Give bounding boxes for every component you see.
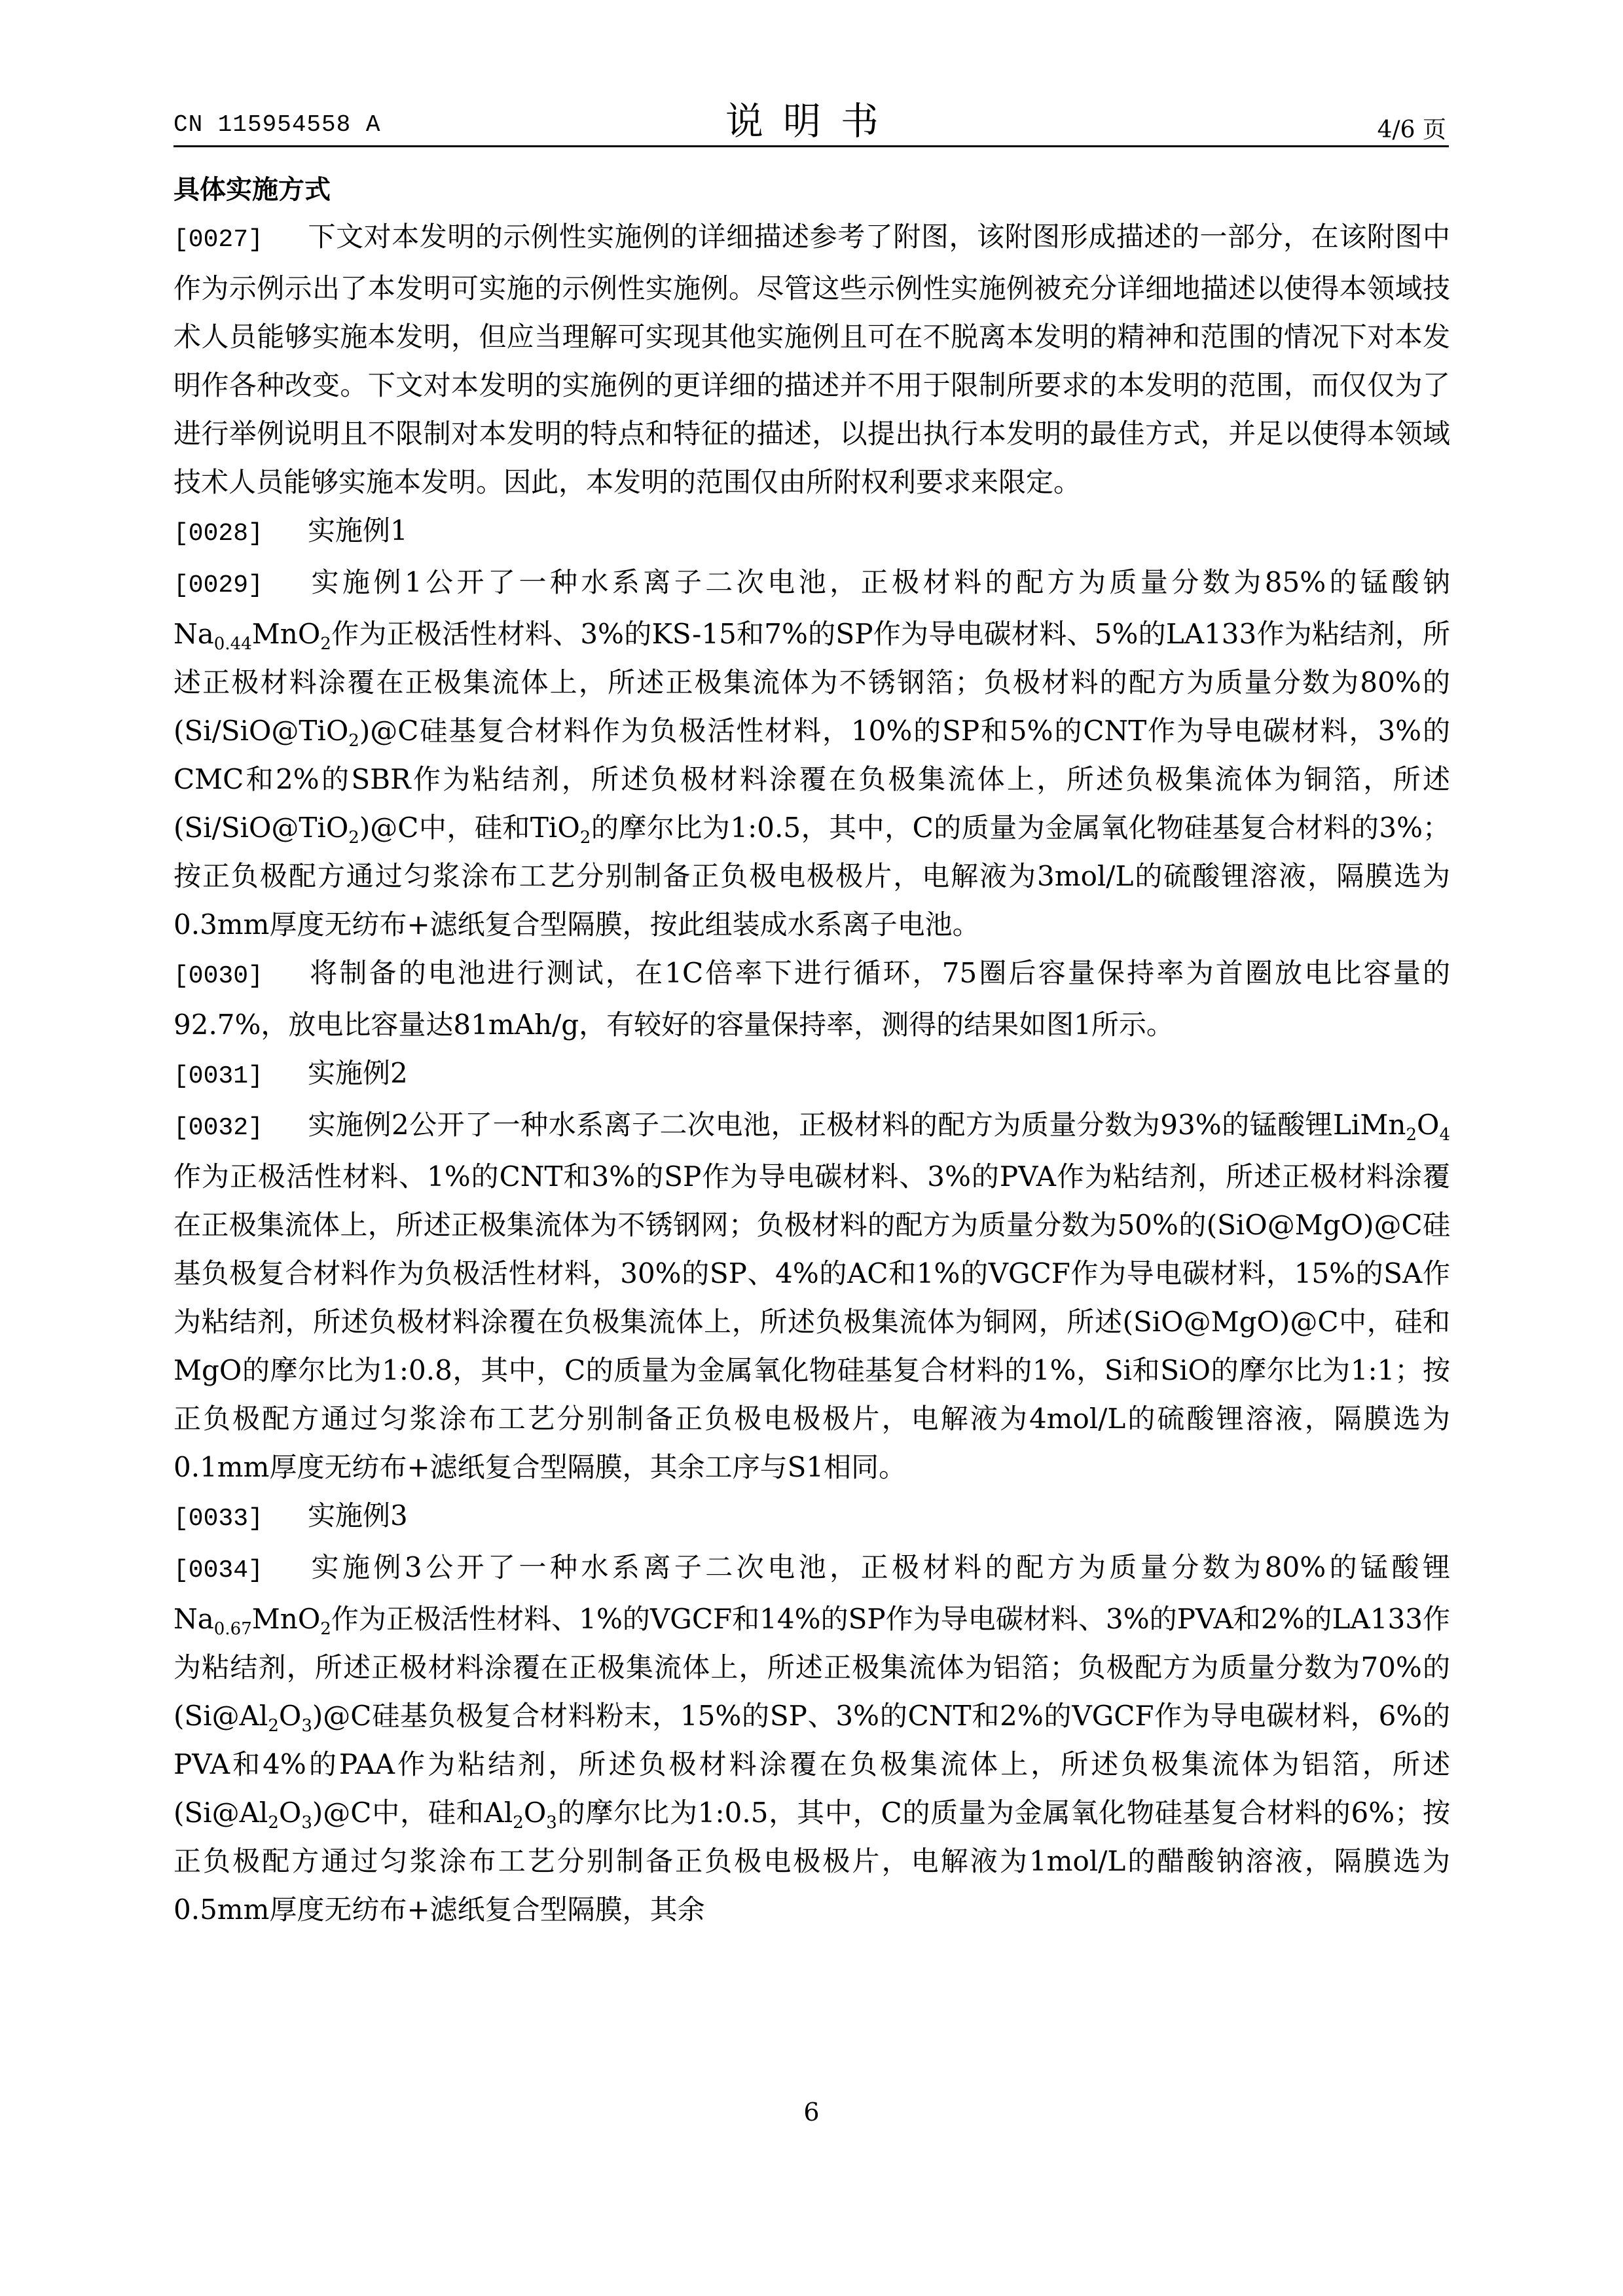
paragraph-text: 下文对本发明的示例性实施例的详细描述参考了附图，该附图形成描述的一部分，在该附图中作为示例示出了本发明可实施的示例性实施例。尽管这些示例性实施例被充分详细地描述以使得本领域技术人员能够实施本发明，但应当理解可实现其他实施例且可在不脱离本发明的精神和范围的情况下对本发明作各种改变。下文对本发明的实施例的更详细的描述并不用于限制所要求的本发明的范围，而仅仅为了进行举例说明且不限制对本发明的特点和特征的描述，以提出执行本发明的最佳方式，并足以使得本领域技术人员能够实施本发明。因此，本发明的范围仅由所附权利要求来限定。 [173, 221, 1450, 498]
paragraph-text: O [523, 1797, 547, 1829]
paragraph-text: )@C硅基负极复合材料粉末，15%的SP、3%的CNT和2%的VGCF作为导电碳材料，6%的PVA和4%的PAA作为粘结剂，所述负极材料涂覆在负极集流体上，所述负极集流体为铝箔，所述(Si@Al [173, 1700, 1450, 1829]
paragraph-text: O [278, 1700, 302, 1732]
subscript: 0.44 [213, 634, 252, 655]
paragraph-text: MnO [251, 1603, 321, 1635]
paragraph-number: [0032] [173, 1114, 263, 1142]
paragraph-0033 [173, 1492, 1450, 1543]
page-count: 4/6 页 [1377, 117, 1446, 143]
paragraph-number: [0027] [173, 226, 263, 254]
paragraph-text: )@C中，硅和Al [312, 1797, 513, 1829]
paragraph-text: MnO [251, 618, 321, 650]
subscript: 2 [320, 1619, 331, 1640]
paragraph-text: 实施例2公开了一种水系离子二次电池，正极材料的配方为质量分数为93%的锰酸锂LiMn [308, 1109, 1406, 1141]
paragraph-text: O [278, 1797, 302, 1829]
paragraph-text: 作为正极活性材料、1%的CNT和3%的SP作为导电碳材料、3%的PVA作为粘结剂，所述正极材料涂覆在正极集流体上，所述正极集流体为不锈钢网；负极材料的配方为质量分数为50%的(SiO@MgO)@C硅基负极复合材料作为负极活性材料，30%的SP、4%的AC和1%的VGCF作为导电碳材料，15%的SA作为粘结剂，所述负极材料涂覆在负极集流体上，所述负极集流体为铜网，所述(SiO@MgO)@C中，硅和MgO的摩尔比为1:0.8，其中，C的质量为金属氧化物硅基复合材料的1%，Si和SiO的摩尔比为1:1；按正负极配方通过匀浆涂布工艺分别制备正负极电极极片，电解液为4mol/L的硫酸锂溶液，隔膜选为0.1mm厚度无纺布+滤纸复合型隔膜，其余工序与S1相同。 [173, 1160, 1450, 1483]
paragraph-0027 [173, 213, 1450, 507]
paragraph-number: [0028] [173, 520, 263, 548]
example-heading: 实施例1 [308, 514, 408, 547]
subscript: 2 [579, 828, 591, 848]
paragraph-0028 [173, 507, 1450, 558]
paragraph-0034 [173, 1543, 1450, 1934]
subscript: 2 [513, 1813, 524, 1833]
paragraph-number: [0029] [173, 571, 263, 600]
subscript: 2 [348, 731, 359, 751]
subscript: 3 [546, 1813, 557, 1833]
paragraph-text: 作为正极活性材料、1%的VGCF和14%的SP作为导电碳材料、3%的PVA和2%的LA133作为粘结剂，所述正极材料涂覆在正极集流体上，所述正极集流体为铝箔；负极配方为质量分数为70%的(Si@Al [173, 1603, 1450, 1732]
document-body [173, 167, 1450, 1934]
section-title: 具体实施方式 [173, 175, 331, 205]
paragraph-0031 [173, 1049, 1450, 1101]
paragraph-number: [0033] [173, 1505, 263, 1533]
paragraph-text: 实施例1公开了一种水系离子二次电池，正极材料的配方为质量分数为85%的锰酸钠Na [173, 566, 1450, 650]
subscript: 3 [301, 1813, 312, 1833]
paragraph-text: 的摩尔比为1:0.5，其中，C的质量为金属氧化物硅基复合材料的3%；按正负极配方通过匀浆涂布工艺分别制备正负极电极极片，电解液为3mol/L的硫酸锂溶液，隔膜选为0.3mm厚度无纺布+滤纸复合型隔膜，按此组装成水系离子电池。 [173, 812, 1451, 941]
subscript: 4 [1439, 1125, 1450, 1145]
paragraph-number: [0034] [173, 1556, 263, 1585]
paragraph-text: 的摩尔比为1:0.5，其中，C的质量为金属氧化物硅基复合材料的6%；按正负极配方通过匀浆涂布工艺分别制备正负极电极极片，电解液为1mol/L的醋酸钠溶液，隔膜选为0.5mm厚度无纺布+滤纸复合型隔膜，其余 [173, 1797, 1450, 1926]
paragraph-text: 作为正极活性材料、3%的KS-15和7%的SP作为导电碳材料、5%的LA133作为粘结剂，所述正极材料涂覆在正极集流体上，所述正极集流体为不锈钢箔；负极材料的配方为质量分数为80%的(Si/SiO@TiO [173, 618, 1450, 747]
header-divider [173, 145, 1449, 147]
paragraph-number: [0030] [173, 962, 263, 990]
subscript: 2 [268, 1813, 279, 1833]
subscript: 2 [268, 1716, 279, 1736]
paragraph-0029 [173, 558, 1450, 949]
paragraph-text: O [1417, 1109, 1440, 1141]
subscript: 3 [301, 1716, 312, 1736]
paragraph-text: 实施例3公开了一种水系离子二次电池，正极材料的配方为质量分数为80%的锰酸锂Na [173, 1551, 1450, 1635]
paragraph-number: [0031] [173, 1062, 263, 1090]
example-heading: 实施例3 [308, 1499, 408, 1532]
subscript: 2 [1406, 1125, 1417, 1145]
paragraph-0030 [173, 949, 1450, 1049]
subscript: 2 [320, 634, 331, 655]
paragraph-0032 [173, 1101, 1450, 1492]
page-number: 6 [803, 2098, 820, 2126]
subscript: 0.67 [213, 1619, 252, 1640]
paragraph-text: )@C中，硅和TiO [359, 812, 580, 844]
publication-number: CN 115954558 A [173, 111, 381, 138]
paragraph-text: 将制备的电池进行测试，在1C倍率下进行循环，75圈后容量保持率为首圈放电比容量的92.7%，放电比容量达81mAh/g，有较好的容量保持率，测得的结果如图1所示。 [173, 957, 1450, 1041]
paragraph-text: )@C硅基复合材料作为负极活性材料，10%的SP和5%的CNT作为导电碳材料，3%的CMC和2%的SBR作为粘结剂，所述负极材料涂覆在负极集流体上，所述负极集流体为铜箔，所述(Si/SiO@TiO [173, 715, 1450, 844]
document-title: 说明书 [725, 99, 898, 143]
example-heading: 实施例2 [308, 1057, 408, 1089]
subscript: 2 [348, 828, 359, 848]
